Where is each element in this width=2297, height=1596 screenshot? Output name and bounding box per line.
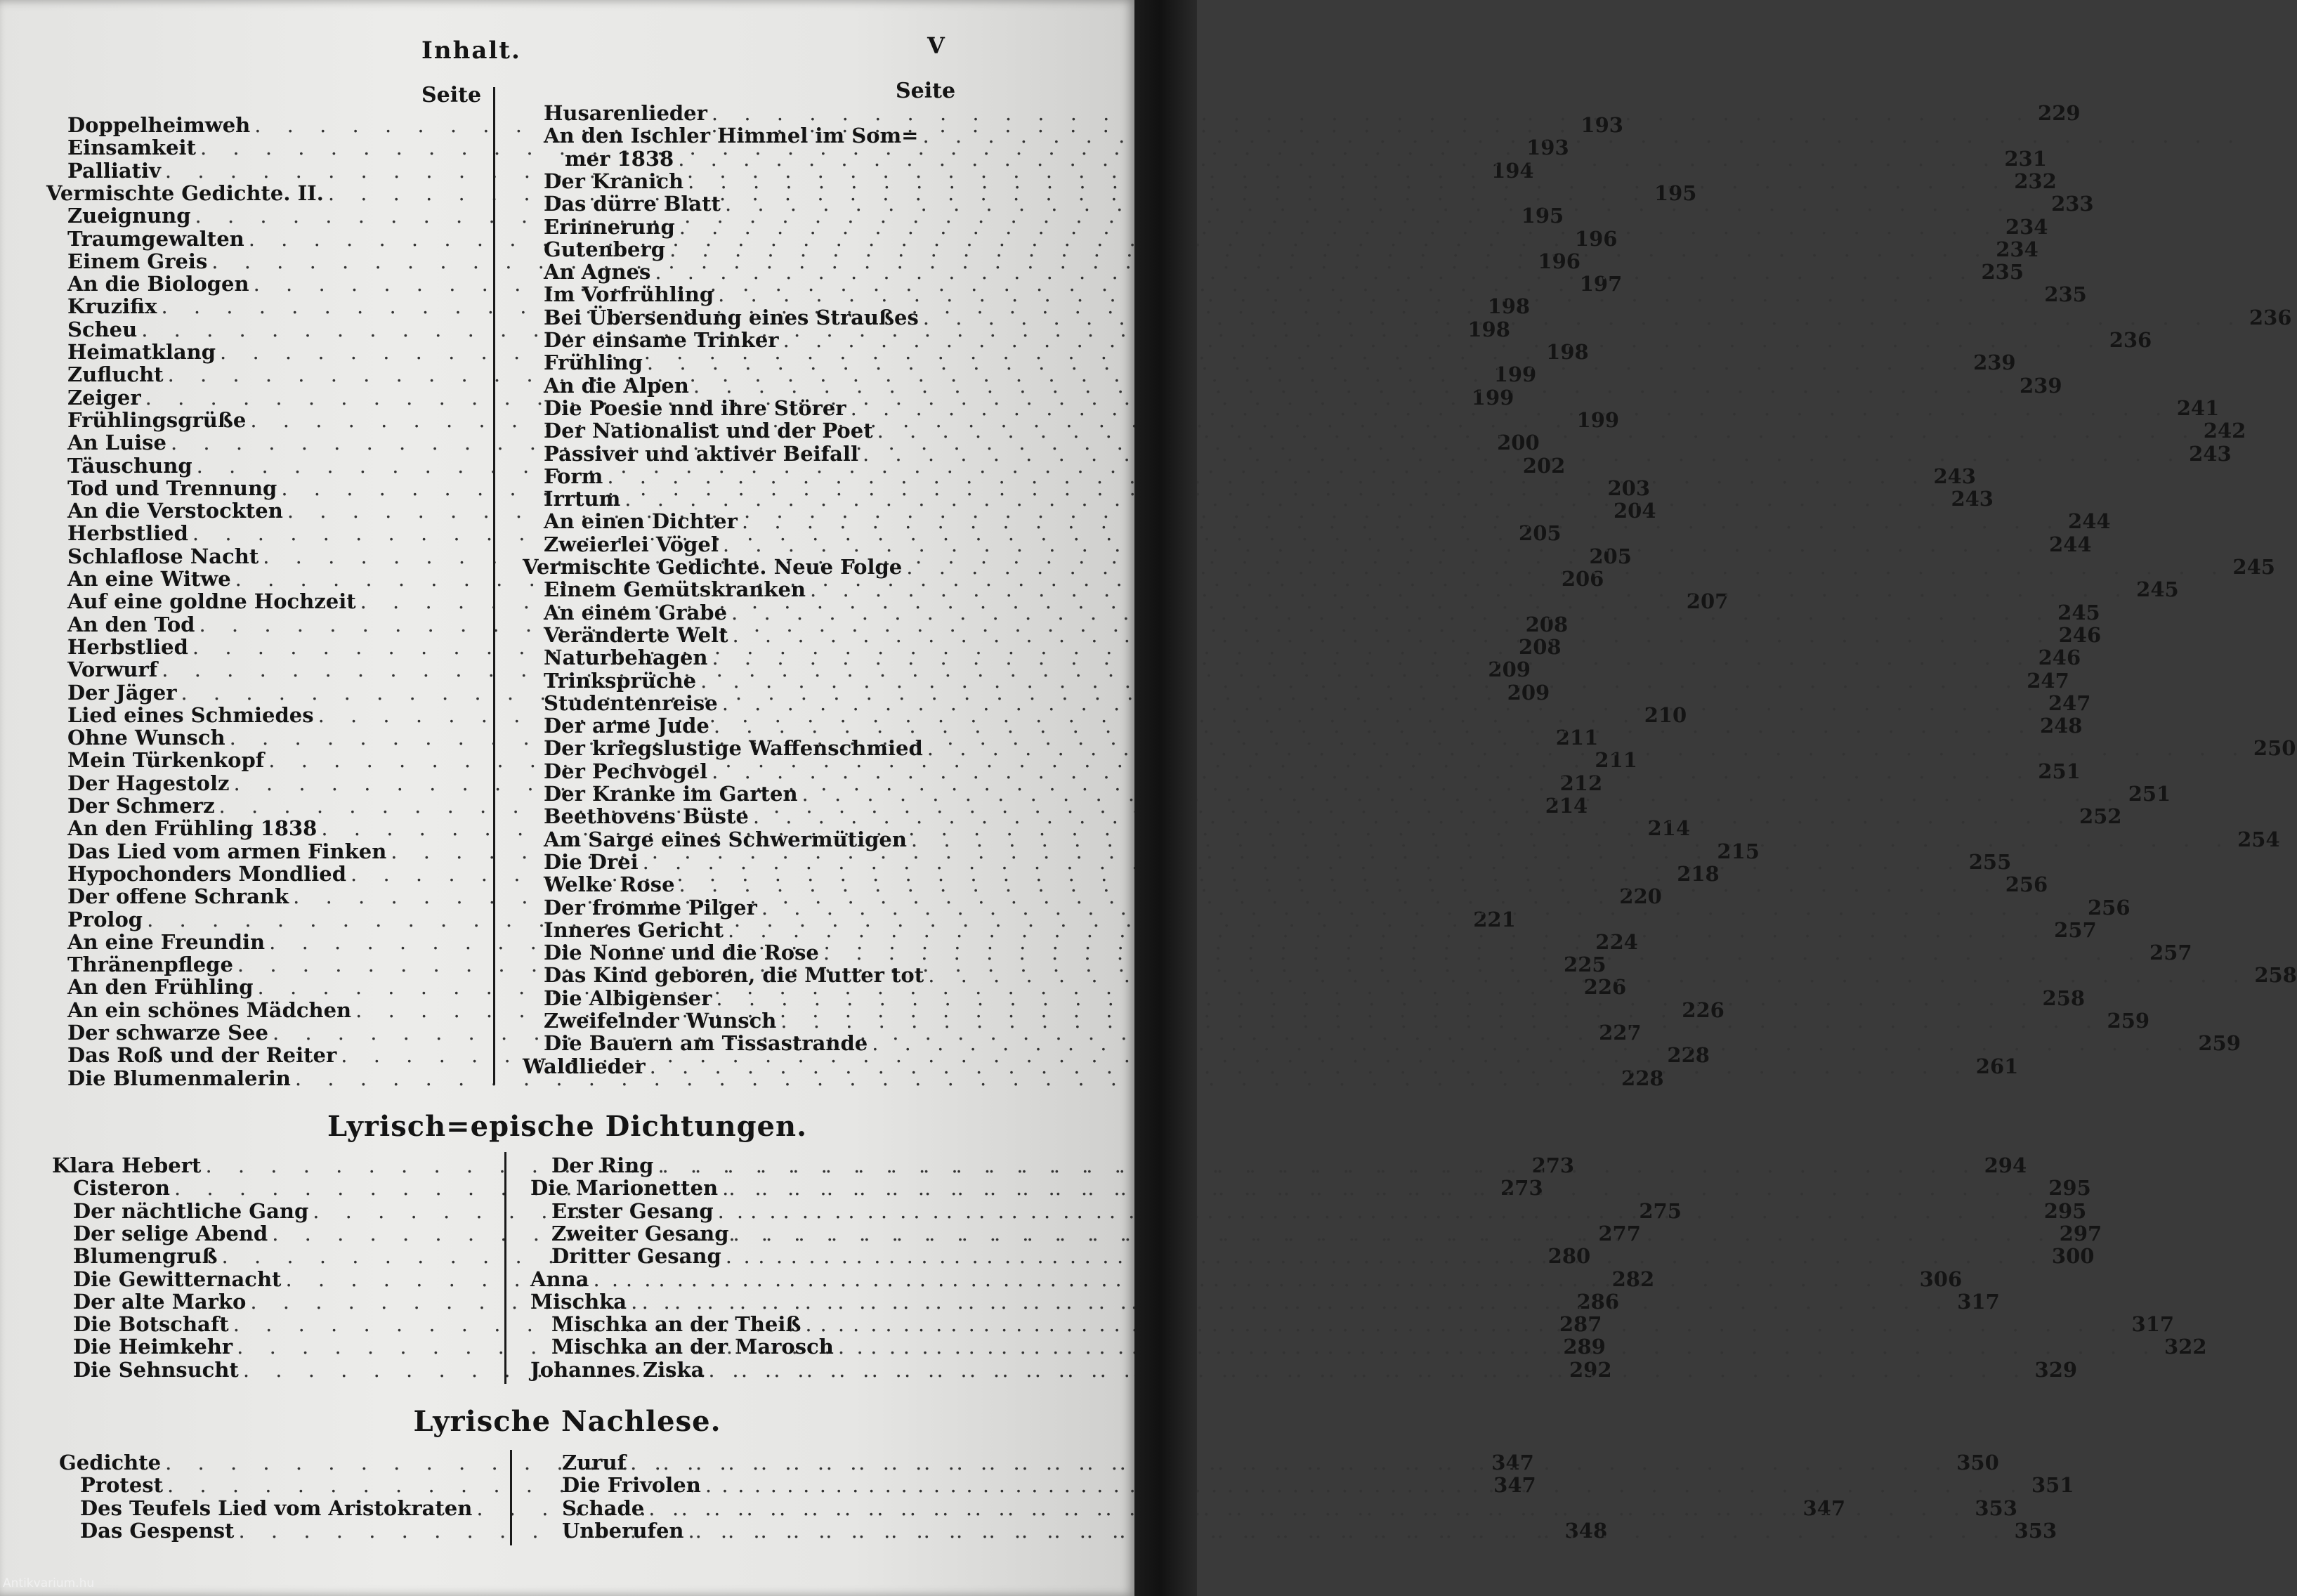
toc-entry-title: Der alte Marko: [73, 1289, 247, 1314]
toc-entry-title: Erster Gesang: [551, 1198, 714, 1223]
toc-entry-title: Johannes Ziska: [530, 1357, 705, 1382]
dot-leader: [589, 1268, 1918, 1290]
toc-entry-title: An die Verstockten: [67, 499, 283, 523]
toc-entry-page: 243: [2189, 441, 2232, 466]
toc-entry: [523, 124, 953, 147]
toc-entry-title: Der arme Jude: [544, 714, 709, 738]
toc-entry-page: 258: [2042, 986, 2086, 1010]
toc-entry-title: Der Ring: [551, 1153, 654, 1177]
dot-leader: [749, 805, 2079, 828]
dot-leader: [919, 306, 2249, 329]
dot-leader: [696, 669, 2026, 692]
watermark: Antikvarium.hu: [3, 1576, 95, 1590]
toc-entry-page: 261: [1975, 1054, 2019, 1078]
toc-entry-page: 227: [1599, 1021, 1642, 1045]
toc-entry-title: Einem Gemütskranken: [544, 577, 806, 602]
toc-entry-title: An den Tod: [67, 612, 195, 636]
toc-entry-title: Mischka an der Marosch: [551, 1335, 834, 1359]
toc-entry-title: Vermischte Gedichte. Neue Folge: [523, 555, 903, 579]
toc-entry-page: 199: [1493, 362, 1537, 387]
dot-leader: [873, 419, 2203, 442]
dot-leader: [923, 737, 2253, 759]
toc-entry-title: An Agnes: [544, 260, 651, 284]
toc-entry-page: 350: [1956, 1451, 1999, 1474]
dot-leader: [727, 601, 2057, 624]
toc-entry-page: 257: [2149, 941, 2192, 965]
toc-entry-title: Thränenpflege: [67, 953, 233, 977]
toc-entry-title: Unberufen: [562, 1518, 684, 1543]
toc-entry-page: 235: [1981, 260, 2024, 284]
dot-leader: [707, 102, 2037, 124]
toc-entry-page: 246: [2058, 622, 2102, 647]
page-number: V: [927, 32, 945, 59]
toc-entry-title: Erinnerung: [544, 214, 675, 239]
dot-leader: [902, 556, 2232, 578]
column-divider: [504, 1152, 506, 1384]
seite-label-right: Seite: [896, 79, 956, 103]
toc-entry-title: An den Frühling 1838: [67, 816, 318, 841]
dot-leader: [724, 919, 2053, 941]
toc-entry-title: Vermischte Gedichte. II.: [46, 181, 324, 205]
dot-leader: [674, 148, 2003, 170]
toc-entry-page: 257: [2054, 917, 2097, 942]
dot-leader: [806, 578, 2135, 601]
toc-entry-page: 205: [1589, 544, 1632, 568]
toc-entry-page: 280: [1547, 1244, 1591, 1269]
toc-entry-title: Einsamkeit: [67, 136, 196, 160]
toc-entry-title: Passiver und aktiver Beifall: [544, 441, 858, 466]
toc-entry-page: 199: [1576, 407, 1620, 432]
toc-entry-title: Scheu: [67, 317, 138, 341]
toc-entry-title: An einen Dichter: [544, 509, 738, 534]
toc-entry-title: An eine Witwe: [67, 567, 231, 591]
toc-entry-page: 206: [1561, 567, 1604, 591]
toc-entry-page: 353: [2014, 1518, 2057, 1543]
dot-leader: [801, 1313, 2131, 1335]
toc-entry-title: Der offene Schrank: [67, 884, 289, 909]
dot-leader: [675, 216, 2005, 238]
toc-entry-page: 226: [1682, 998, 1725, 1022]
toc-entry-page: 251: [2038, 759, 2081, 783]
toc-entry-page: 208: [1525, 612, 1569, 636]
toc-entry-page: 239: [1973, 351, 2016, 375]
toc-entry-page: 306: [1919, 1267, 1963, 1291]
toc-entry-page: 220: [1619, 884, 1662, 909]
toc-entry-page: 317: [2131, 1312, 2175, 1337]
dot-leader: [644, 1497, 1974, 1519]
toc-entry-page: 329: [2034, 1357, 2078, 1382]
dot-leader: [718, 1177, 2048, 1199]
toc-entry-title: Die Poesie nnd ihre Störer: [544, 395, 846, 420]
toc-entry-page: 195: [1654, 181, 1697, 205]
dot-leader: [728, 624, 2057, 646]
toc-entry-title: Inneres Gericht: [544, 917, 724, 942]
toc-entry-title: Zuflucht: [67, 362, 164, 387]
toc-entry-page: 231: [2004, 146, 2047, 171]
toc-entry-page: 207: [1686, 589, 1729, 614]
toc-entry-page: 322: [2164, 1335, 2207, 1359]
toc-entry-page: 198: [1487, 294, 1531, 319]
toc-entry-page: 300: [2051, 1244, 2095, 1269]
toc-entry-page: 277: [1598, 1221, 1641, 1245]
toc-entry-title: An ein schönes Mädchen: [67, 998, 352, 1022]
toc-entry-page: 204: [1613, 499, 1656, 523]
toc-entry-title: Der Schmerz: [67, 794, 215, 818]
book-spine: [1134, 0, 1197, 1596]
toc-entry-page: 297: [2059, 1221, 2102, 1245]
toc-entry-title: An Luise: [67, 431, 166, 455]
toc-entry-title: Mischka: [530, 1289, 627, 1314]
toc-entry-page: 247: [2048, 691, 2091, 715]
toc-entry-page: 243: [1933, 464, 1976, 488]
toc-entry-page: 295: [2043, 1198, 2087, 1223]
dot-leader: [721, 1245, 2051, 1267]
dot-leader: [714, 1200, 2043, 1222]
toc-entry-page: 256: [2087, 895, 2131, 920]
toc-entry-page: 348: [1564, 1518, 1608, 1543]
toc-entry-title: An die Biologen: [67, 272, 249, 296]
toc-entry-title: An einem Grabe: [544, 600, 728, 624]
dot-leader: [675, 873, 2005, 896]
dot-leader: [819, 941, 2149, 964]
toc-entry-page: 258: [2254, 963, 2297, 988]
toc-entry-title: Kruzifix: [67, 294, 157, 319]
toc-entry-title: Die Frivolen: [562, 1473, 701, 1498]
toc-entry-page: 193: [1526, 136, 1569, 160]
toc-entry-page: 226: [1583, 975, 1627, 1000]
toc-entry-title: Irrtum: [544, 487, 621, 511]
column-divider: [510, 1450, 512, 1545]
toc-entry-title: Der selige Abend: [73, 1221, 268, 1245]
toc-entry-title: Frühling: [544, 351, 643, 375]
toc-entry-title: Der einsame Trinker: [544, 328, 779, 352]
toc-entry-title: Der Jäger: [67, 680, 177, 705]
dot-leader: [701, 1474, 2031, 1496]
toc-entry-title: Prolog: [67, 907, 143, 931]
toc-entry-page: 347: [1802, 1496, 1846, 1520]
toc-entry-page: 236: [2249, 305, 2292, 329]
toc-entry-title: Auf eine goldne Hochzeit: [67, 589, 356, 614]
toc-entry-title: Der nächtliche Gang: [73, 1198, 309, 1223]
toc-entry-title: Dritter Gesang: [551, 1244, 721, 1269]
dot-leader: [846, 397, 2176, 419]
toc-entry-page: 215: [1717, 839, 1760, 863]
toc-entry-page: 245: [2136, 577, 2179, 602]
toc-entry-page: 218: [1677, 861, 1720, 886]
dot-leader: [776, 1009, 2106, 1032]
toc-entry-page: 234: [2005, 214, 2048, 239]
toc-entry-page: 193: [1581, 113, 1623, 137]
toc-entry-title: Studentenreise: [544, 691, 718, 715]
toc-entry-title: Heimatklang: [67, 340, 216, 364]
toc-entry-page: 246: [2038, 646, 2081, 670]
toc-entry-title: Die Botschaft: [73, 1312, 229, 1337]
toc-entry-title: Der Kranich: [544, 169, 684, 193]
dot-leader: [868, 1032, 2197, 1054]
toc-entry-page: 243: [1951, 487, 1994, 511]
toc-entry-title: An den Ischler Himmel im Som=: [544, 124, 919, 148]
toc-entry-page: 221: [1473, 907, 1516, 931]
toc-entry-page: 235: [2044, 282, 2087, 307]
dot-leader: [721, 192, 2050, 215]
page-title: Inhalt.: [421, 37, 521, 65]
dot-leader: [683, 1519, 2013, 1542]
toc-entry-title: Der Hagestolz: [67, 771, 230, 795]
toc-entry-title: Herbstlied: [67, 521, 188, 546]
toc-entry-page: 351: [2031, 1473, 2074, 1498]
toc-entry-page: 241: [2176, 395, 2220, 420]
toc-entry-page: 347: [1493, 1473, 1536, 1498]
toc-entry-page: 353: [1975, 1496, 2017, 1520]
toc-entry-title: Zweierlei Vögel: [544, 532, 719, 556]
dot-leader: [798, 783, 2128, 805]
toc-entry-title: Beethovens Büste: [544, 804, 749, 829]
toc-entry-title: Die Albigenser: [544, 986, 712, 1010]
toc-entry-title: Die Bauern am Tissastrande: [544, 1031, 868, 1056]
toc-entry-page: 252: [2079, 804, 2122, 829]
toc-entry-page: 287: [1559, 1312, 1602, 1337]
dot-leader: [719, 533, 2048, 556]
toc-entry-title: Im Vorfrühling: [544, 282, 714, 307]
toc-entry-page: 273: [1531, 1153, 1575, 1177]
toc-entry-title: Gedichte: [59, 1451, 162, 1474]
dot-leader: [650, 261, 1980, 283]
toc-entry-title: Klara Hebert: [52, 1153, 202, 1177]
toc-entry-title: Naturbehagen: [544, 646, 708, 670]
toc-entry-title: Die Sehnsucht: [73, 1357, 239, 1382]
toc-entry-page: 234: [1996, 237, 2038, 261]
toc-entry-page: 244: [2048, 532, 2092, 556]
toc-entry-page: 198: [1467, 317, 1510, 341]
dot-leader: [653, 1154, 1983, 1177]
toc-entry-title: Mischka an der Theiß: [551, 1312, 801, 1337]
toc-entry-page: 200: [1497, 431, 1540, 455]
toc-entry-title: Tod und Trennung: [67, 476, 277, 500]
toc-entry-page: 236: [2109, 328, 2152, 352]
toc-entry-page: 286: [1576, 1289, 1620, 1314]
toc-entry-title: Frühlingsgrüße: [67, 407, 247, 432]
toc-entry-title: Husarenlieder: [544, 101, 707, 125]
toc-entry-page: 239: [2020, 373, 2062, 398]
toc-entry-title: Cisteron: [73, 1176, 170, 1201]
toc-entry-title: Hypochonders Mondlied: [67, 861, 347, 886]
dot-leader: [603, 465, 1932, 488]
toc-entry-page: 251: [2128, 782, 2171, 806]
toc-entry-title: Bei Übersendung eines Straußes: [544, 305, 919, 329]
toc-entry-title: Gutenberg: [544, 237, 666, 261]
toc-entry-title: Die Gewitternacht: [73, 1267, 282, 1291]
toc-entry-page: 196: [1574, 226, 1618, 251]
dot-leader: [738, 510, 2067, 532]
toc-entry-title: Herbstlied: [67, 634, 188, 659]
toc-entry-page: 259: [2107, 1009, 2150, 1033]
toc-entry-title: Trinksprüche: [544, 668, 697, 693]
toc-entry-page: 209: [1488, 658, 1531, 682]
toc-entry-title: Der Pechvogel: [544, 759, 708, 783]
toc-entry-page: 250: [2253, 736, 2296, 761]
toc-entry-page: 228: [1667, 1043, 1710, 1068]
dot-leader: [707, 760, 2037, 783]
toc-entry-page: 247: [2027, 668, 2069, 693]
toc-entry-page: 224: [1595, 929, 1638, 954]
toc-entry-title: Der Nationalist und der Poet: [544, 419, 873, 443]
toc-entry-title: Ohne Wunsch: [67, 726, 225, 750]
toc-entry-title: Zweiter Gesang: [551, 1221, 729, 1245]
toc-entry-page: 292: [1569, 1357, 1612, 1382]
toc-entry-page: 248: [2039, 714, 2083, 738]
toc-entry-title: An die Alpen: [544, 373, 689, 398]
dot-leader: [918, 124, 2248, 147]
dot-leader: [627, 1290, 1956, 1313]
toc-entry-page: 214: [1647, 816, 1691, 841]
toc-entry-page: 225: [1564, 953, 1606, 977]
toc-entry-page: 229: [2038, 101, 2081, 125]
toc-entry-title: Veränderte Welt: [544, 622, 728, 647]
dot-leader: [729, 1222, 2059, 1245]
toc-entry-page: 244: [2068, 509, 2111, 534]
dot-leader: [707, 646, 2037, 669]
toc-entry-page: 212: [1559, 771, 1603, 795]
toc-entry-page: 214: [1545, 794, 1588, 818]
toc-entry-title: Schlaflose Nacht: [67, 544, 259, 568]
toc-entry-page: 205: [1519, 521, 1562, 546]
toc-entry-page: 254: [2237, 827, 2280, 851]
toc-entry-title: Die Nonne und die Rose: [544, 941, 819, 965]
toc-entry-page: 245: [2232, 555, 2275, 579]
toc-entry-title: Zeiger: [67, 385, 141, 410]
toc-entry-page: 197: [1579, 272, 1623, 296]
toc-entry-title: Die Drei: [544, 849, 639, 874]
toc-entry-page: 199: [1471, 385, 1514, 410]
toc-entry-title: Zweifelnder Wunsch: [544, 1009, 777, 1033]
seite-label-left: Seite: [421, 83, 482, 107]
toc-entry-page: 256: [2005, 872, 2048, 897]
toc-entry-title: Waldlieder: [523, 1054, 646, 1078]
toc-entry-title: Der Kranke im Garten: [544, 782, 798, 806]
toc-entry-page: 196: [1538, 249, 1581, 273]
toc-entry-title: Die Heimkehr: [73, 1335, 233, 1359]
toc-entry-title: Mein Türkenkopf: [67, 748, 265, 773]
toc-entry-page: 210: [1644, 702, 1687, 727]
toc-entry-page: 233: [2051, 192, 2094, 216]
dot-leader: [712, 987, 2041, 1009]
toc-entry-title: Der fromme Pilger: [544, 895, 757, 920]
toc-entry-title: Die Blumenmalerin: [67, 1066, 291, 1090]
dot-leader: [639, 851, 1968, 873]
toc-entry-title: Blumengruß: [73, 1244, 218, 1269]
toc-entry-title: Des Teufels Lied vom Aristokraten: [80, 1496, 473, 1520]
dot-leader: [646, 1055, 1975, 1078]
dot-leader: [834, 1335, 2164, 1358]
dot-leader: [709, 714, 2039, 737]
toc-entry-page: 228: [1621, 1066, 1664, 1090]
toc-entry-title: Traumgewalten: [67, 226, 244, 251]
dot-leader: [689, 374, 2019, 397]
dot-leader: [718, 692, 2048, 714]
toc-entry-page: 295: [2048, 1176, 2091, 1201]
toc-entry-page: 195: [1521, 204, 1564, 228]
toc-entry-page: 209: [1507, 680, 1550, 705]
section-heading-lyrische-nachlese: Lyrische Nachlese.: [413, 1405, 721, 1438]
toc-entry-title: Welke Rose: [544, 872, 675, 897]
dot-leader: [779, 329, 2109, 351]
toc-entry-title: Schade: [562, 1496, 645, 1520]
toc-entry-page: 347: [1491, 1451, 1534, 1474]
toc-entry-page: 232: [2014, 169, 2057, 193]
toc-entry-page: 202: [1522, 453, 1566, 478]
toc-entry-page: 273: [1500, 1176, 1543, 1201]
toc-entry-page: 245: [2057, 600, 2100, 624]
toc-entry-title: Das Kind geboren, die Mutter tot: [544, 963, 924, 988]
toc-entry-page: 289: [1563, 1335, 1606, 1359]
toc-entry-title: Täuschung: [67, 453, 192, 478]
toc-entry-title: mer 1838: [565, 146, 674, 171]
toc-entry-title: An den Frühling: [67, 975, 254, 1000]
dot-leader: [704, 1359, 2034, 1381]
dot-leader: [757, 896, 2087, 919]
toc-entry-title: Der schwarze See: [67, 1021, 268, 1045]
toc-entry-page: 211: [1555, 726, 1599, 750]
toc-entry-page: 203: [1607, 476, 1651, 500]
column-divider: [493, 87, 495, 1085]
toc-entry-page: 211: [1595, 748, 1637, 773]
toc-entry-page: 242: [2203, 419, 2246, 443]
toc-entry-title: Lied eines Schmiedes: [67, 702, 314, 727]
toc-entry-page: 282: [1611, 1267, 1655, 1291]
toc-entry-title: An eine Freundin: [67, 929, 266, 954]
toc-entry-title: Die Marionetten: [530, 1176, 719, 1201]
toc-entry-title: Doppelheimweh: [67, 113, 251, 137]
dot-leader: [665, 238, 1995, 261]
dot-leader: [620, 488, 1950, 510]
toc-entry-page: 259: [2198, 1031, 2241, 1056]
toc-entry-title: Anna: [530, 1267, 589, 1291]
toc-entry-title: Das dürre Blatt: [544, 192, 721, 216]
section-heading-lyrisch-epische: Lyrisch=epische Dichtungen.: [327, 1110, 807, 1143]
dot-leader: [643, 351, 1972, 374]
toc-entry-page: 317: [1957, 1289, 2000, 1314]
dot-leader: [924, 964, 2253, 986]
toc-entry-page: 198: [1546, 340, 1589, 364]
toc-entry-title: Am Sarge eines Schwermütigen: [544, 827, 907, 851]
toc-entry-page: 275: [1639, 1198, 1682, 1223]
toc-entry-title: Zuruf: [562, 1451, 627, 1474]
toc-entry-title: Zueignung: [67, 204, 191, 228]
toc-entry-page: 255: [1968, 849, 2012, 874]
toc-entry-title: Vorwurf: [67, 658, 158, 682]
dot-leader: [683, 170, 2013, 192]
dot-leader: [714, 283, 2043, 306]
dot-leader: [626, 1451, 1956, 1474]
toc-entry-page: 194: [1491, 158, 1534, 183]
toc-entry-title: Der kriegslustige Waffenschmied: [544, 736, 923, 761]
toc-entry-title: Das Roß und der Reiter: [67, 1043, 337, 1068]
toc-entry-title: Das Gespenst: [80, 1518, 235, 1543]
toc-entry-title: Palliativ: [67, 158, 161, 183]
toc-entry-title: Protest: [80, 1473, 163, 1498]
dot-leader: [907, 828, 2237, 851]
toc-entry-title: Form: [544, 464, 603, 488]
toc-entry-page: 208: [1519, 634, 1562, 659]
toc-entry-title: Das Lied vom armen Finken: [67, 839, 387, 863]
toc-entry-page: 294: [1984, 1153, 2027, 1177]
toc-entry-title: Einem Greis: [67, 249, 208, 273]
dot-leader: [858, 443, 2188, 465]
